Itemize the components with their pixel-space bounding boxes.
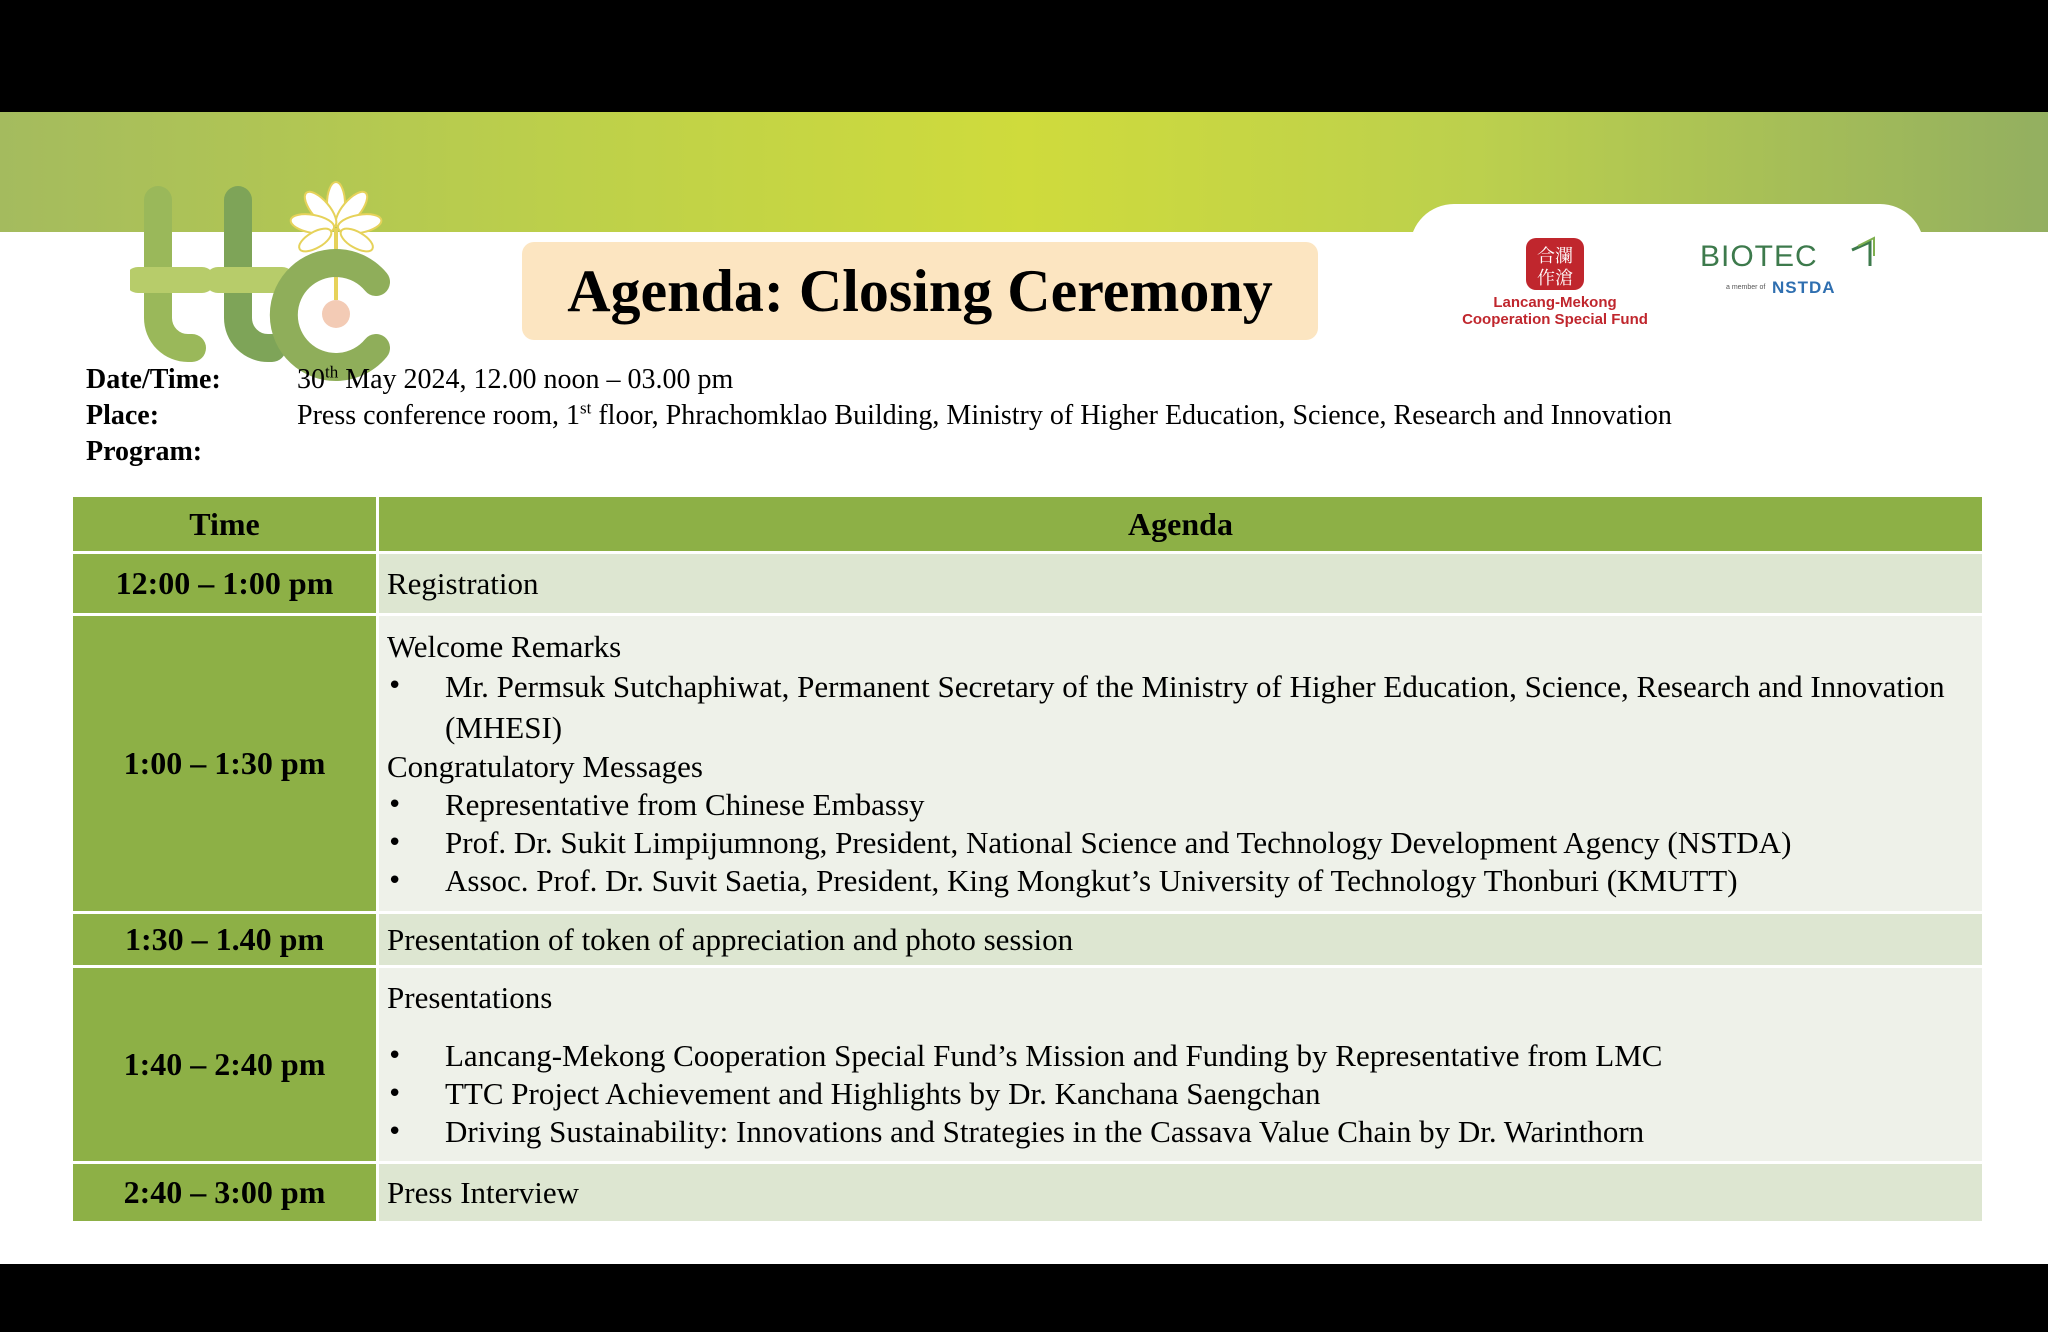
table-row [72,615,1984,913]
biotec-member-text: a member of [1726,284,1766,291]
date-value [297,364,733,396]
section-heading: Congratulatory Messages [387,748,703,784]
lmc-line1: Lancang-Mekong [1493,294,1617,311]
column-header-agenda: Agenda [378,496,1984,553]
date-day: 30 [297,364,325,395]
section-heading: Presentations [387,979,553,1015]
bullet-list [387,1037,1976,1151]
lmc-logo [1450,236,1660,346]
agenda-table [70,494,1985,1224]
list-item: • Lancang-Mekong Cooperation Special Fund’s Mission and Funding by Representative from LMC [387,1037,1976,1075]
nstda-wordmark: NSTDA [1772,278,1836,297]
table-header-row [72,496,1984,553]
date-label: Date/Time: [86,364,221,395]
list-item: • Mr. Permsuk Sutchaphiwat, Permanent Secretary of the Ministry of Higher Education, Science, Research and Innovation (MHESI) [387,666,1976,748]
section-heading: Welcome Remarks [387,628,622,664]
place-rest: floor, Phrachomklao Building, Ministry of Higher Education, Science, Research and Innovation [591,400,1672,431]
lmc-seal-icon [1522,236,1588,292]
lmc-logo-text [1450,294,1660,328]
biotec-mark-icon [1848,236,1878,270]
agenda-cell [378,615,1984,913]
place-pre: Press conference room, 1 [297,400,581,431]
time-cell: 12:00 – 1:00 pm [72,553,378,615]
biotec-wordmark: BIOTEC [1700,240,1818,273]
column-header-time: Time [72,496,378,553]
place-value [297,400,1672,432]
svg-text:合瀾: 合瀾 [1537,246,1573,267]
agenda-cell: Registration [378,553,1984,615]
agenda-cell [378,967,1984,1163]
time-cell: 1:00 – 1:30 pm [72,615,378,913]
time-cell: 1:40 – 2:40 pm [72,967,378,1163]
list-item: • Prof. Dr. Sukit Limpijumnong, President, National Science and Technology Development Agency (NSTDA) [387,824,1976,862]
list-item: • TTC Project Achievement and Highlights by Dr. Kanchana Saengchan [387,1075,1976,1113]
table-row [72,553,1984,615]
list-item: • Assoc. Prof. Dr. Suvit Saetia, President, King Mongkut’s University of Technology Thonburi (KMUTT) [387,862,1976,900]
agenda-slide [0,112,2048,1264]
agenda-cell: Press Interview [378,1163,1984,1223]
bullet-list [387,786,1976,900]
page-title: Agenda: Closing Ceremony [522,242,1318,340]
table-row [72,913,1984,967]
program-label: Program: [86,436,203,467]
list-item: • Representative from Chinese Embassy [387,786,1976,824]
time-cell: 2:40 – 3:00 pm [72,1163,378,1223]
place-suffix: st [580,398,592,418]
lmc-line2: Cooperation Special Fund [1462,311,1648,328]
time-cell: 1:30 – 1.40 pm [72,913,378,967]
table-row [72,1163,1984,1223]
list-item: • Driving Sustainability: Innovations and Strategies in the Cassava Value Chain by Dr. Warinthorn [387,1113,1976,1151]
svg-text:作滄: 作滄 [1537,268,1573,289]
date-suffix: th [325,362,339,382]
agenda-cell: Presentation of token of appreciation and photo session [378,913,1984,967]
bullet-list [387,666,1976,748]
place-label: Place: [86,400,160,431]
date-rest: May 2024, 12.00 noon – 03.00 pm [338,364,734,395]
table-row [72,967,1984,1163]
biotec-logo [1700,240,1880,320]
